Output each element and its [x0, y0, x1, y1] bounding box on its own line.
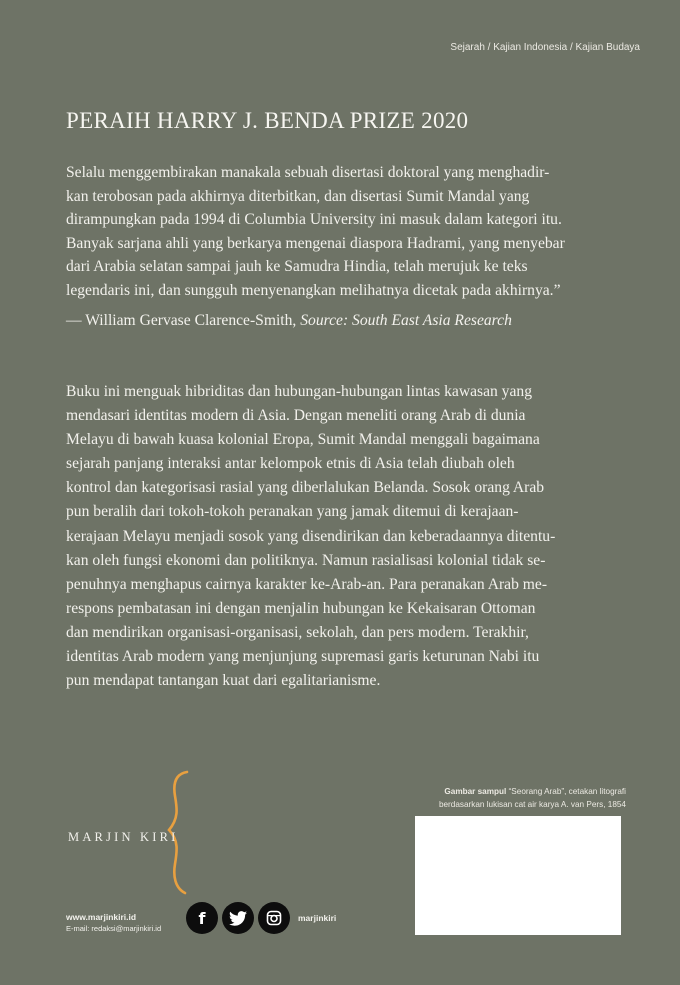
blurb-line: identitas Arab modern yang menjunjung supremasi garis keturunan Nabi itu: [66, 648, 540, 666]
review-line: kan terobosan pada akhirnya diterbitkan, dan disertasi Sumit Mandal yang: [66, 187, 530, 205]
publisher-logo-text: MARJIN KIRI: [68, 830, 179, 844]
category-label: Sejarah / Kajian Indonesia / Kajian Budaya: [450, 42, 640, 53]
email-link[interactable]: E-mail: redaksi@marjinkiri.id: [66, 924, 162, 933]
attribution-name: — William Gervase Clarence-Smith,: [66, 312, 297, 329]
blurb-line: Buku ini menguak hibriditas dan hubungan-hubungan lintas kawasan yang: [66, 383, 532, 400]
publisher-logo: [62, 770, 212, 900]
blurb-line: pun beralih dari tokoh-tokoh peranakan yang jamak ditemui di kerajaan-: [66, 503, 519, 521]
cover-caption-text: “Seorang Arab”, cetakan litografi: [506, 787, 626, 796]
attribution-source: Source: South East Asia Research: [300, 312, 512, 329]
review-line: dirampungkan pada 1994 di Columbia University ini masuk dalam kategori itu.: [66, 211, 562, 229]
review-attribution: [66, 309, 626, 333]
social-handle: marjinkiri: [298, 913, 337, 923]
blurb-line: Melayu di bawah kuasa kolonial Eropa, Sumit Mandal menggali bagaimana: [66, 431, 540, 449]
review-quote: [66, 161, 626, 303]
blurb-line: kan oleh fungsi ekonomi dan politiknya. Namun rasialisasi kolonial tidak se-: [66, 551, 546, 569]
review-line: legendaris ini, dan sungguh menyenangkan melihatnya dicetak pada akhirnya.”: [66, 281, 561, 299]
barcode-box: [415, 816, 621, 935]
twitter-icon[interactable]: [222, 902, 254, 934]
contact-info: [66, 912, 161, 933]
book-blurb: [66, 380, 622, 693]
cover-caption-line2: berdasarkan lukisan cat air karya A. van Pers, 1854: [438, 799, 626, 809]
facebook-icon[interactable]: f: [186, 902, 218, 934]
website-link[interactable]: www.marjinkiri.id: [66, 912, 137, 922]
blurb-line: kontrol dan kategorisasi rasial yang diberlalukan Belanda. Sosok orang Arab: [66, 479, 545, 497]
cover-caption-label: Gambar sampul: [444, 787, 507, 796]
prize-heading: PERAIH HARRY J. BENDA PRIZE 2020: [66, 108, 469, 133]
blurb-line: dan mendirikan organisasi-organisasi, sekolah, dan pers modern. Terakhir,: [66, 623, 529, 641]
cover-caption: [412, 786, 626, 811]
blurb-line: respons pembatasan ini dengan menjalin hubungan ke Kekaisaran Ottoman: [66, 599, 536, 617]
review-line: Banyak sarjana ahli yang berkarya mengenai diaspora Hadrami, yang menyebar: [66, 234, 565, 252]
review-line: Selalu menggembirakan manakala sebuah disertasi doktoral yang menghadir-: [66, 164, 550, 181]
blurb-line: mendasari identitas modern di Asia. Dengan meneliti orang Arab di dunia: [66, 407, 526, 425]
blurb-line: penuhnya menghapus cairnya karakter ke-Arab-an. Para peranakan Arab me-: [66, 575, 548, 593]
blurb-line: kerajaan Melayu menjadi sosok yang disendirikan dan keberadaannya ditentu-: [66, 527, 556, 545]
review-line: dari Arabia selatan sampai jauh ke Samudra Hindia, telah merujuk ke teks: [66, 258, 528, 276]
social-links: [186, 902, 336, 934]
blurb-line: pun mendapat tantangan kuat dari egalitarianisme.: [66, 672, 381, 690]
blurb-line: sejarah panjang interaksi antar kelompok etnis di Asia telah diubah oleh: [66, 455, 515, 473]
instagram-icon[interactable]: [258, 902, 290, 934]
